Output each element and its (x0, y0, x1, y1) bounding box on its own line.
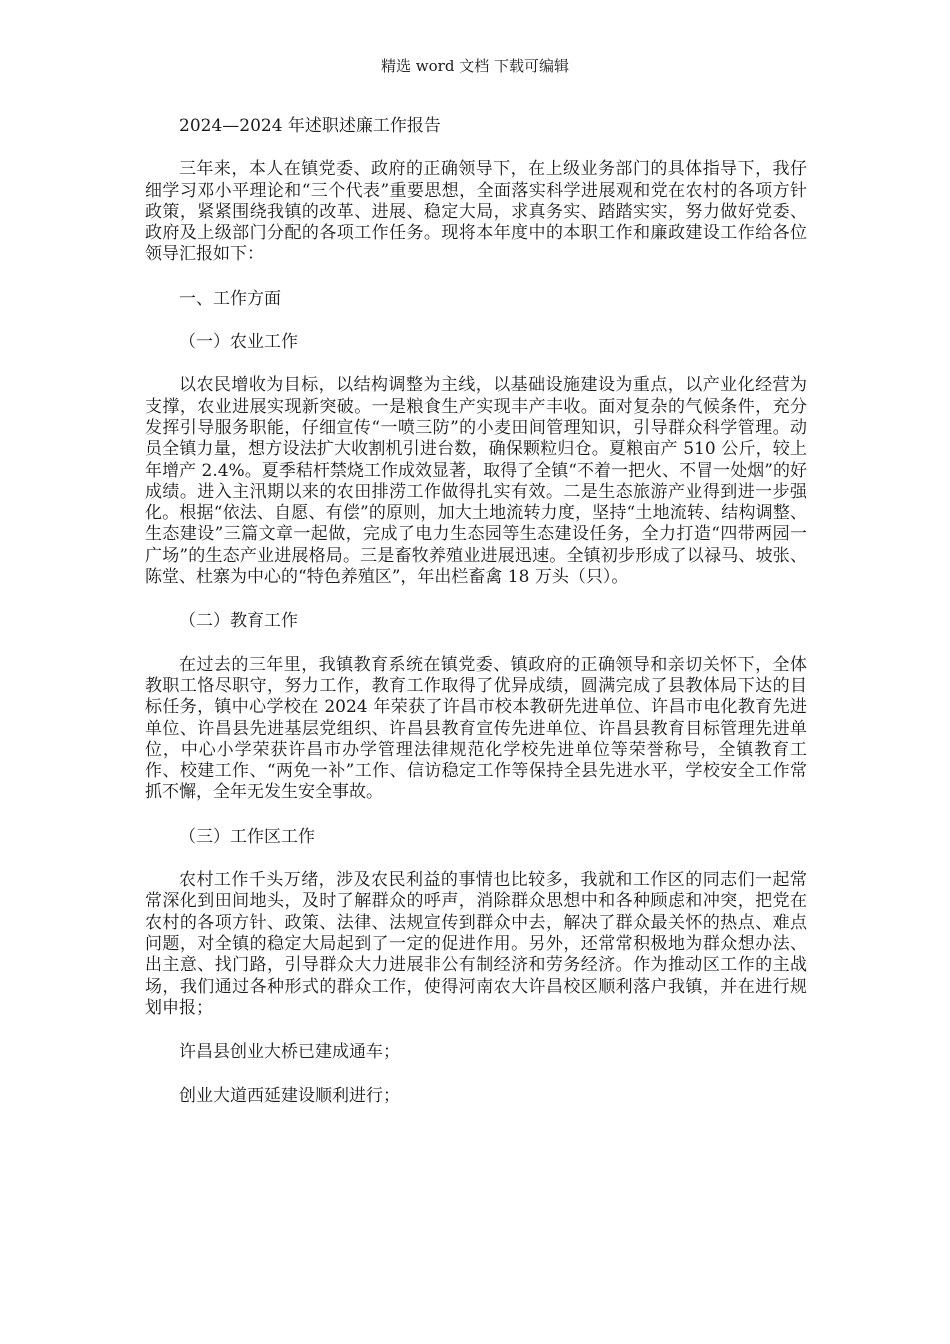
education-paragraph: 在过去的三年里，我镇教育系统在镇党委、镇政府的正确领导和亲切关怀下，全体教职工恪尽职守，努力工作，教育工作取得了优异成绩，圆满完成了县教体局下达的目标任务，镇中心学校在 2024 年荣获了许昌市校本教研先进单位、许昌市电化教育先进单位、许昌县先进基层党组织、许昌县教育宣传先进单位、许昌县教育目标管理先进单位，中心小学荣获许昌市办学管理法律规范化学校先进单位等荣誉称号，全镇教育工作、校建工作、“两免一补”工作、信访稳定工作等保持全县先进水平，学校安全工作常抓不懈，全年无发生安全事故。 (145, 654, 807, 803)
document-body (145, 116, 807, 1131)
list-item-avenue: 创业大道西延建设顺利进行； (179, 1086, 400, 1107)
section-heading-work: 一、工作方面 (179, 288, 281, 309)
list-item-bridge: 许昌县创业大桥已建成通车； (179, 1042, 400, 1063)
work-area-paragraph: 农村工作千头万绪，涉及农民利益的事情也比较多，我就和工作区的同志们一起常常深化到田间地头，及时了解群众的呼声，消除群众思想中和各种顾虑和冲突，把党在农村的各项方针、政策、法律、法规宣传到群众中去，解决了群众最关怀的热点、难点问题，对全镇的稳定大局起到了一定的促进作用。另外，还常常积极地为群众想办法、出主意、找门路，引导群众大力进展非公有制经济和劳务经济。作为推动区工作的主战场，我们通过各种形式的群众工作，使得河南农大许昌校区顺利落户我镇，并在进行规划申报； (145, 870, 807, 1018)
subsection-heading-education: （二）教育工作 (179, 611, 298, 632)
intro-paragraph: 三年来，本人在镇党委、政府的正确领导下，在上级业务部门的具体指导下，我仔细学习邓小平理论和“三个代表”重要思想，全面落实科学进展观和党在农村的各项方针政策，紧紧围绕我镇的改革、进展、稳定大局，求真务实、踏踏实实，努力做好党委、政府及上级部门分配的各项工作任务。现将本年度中的本职工作和廉政建设工作给各位领导汇报如下： (145, 159, 807, 265)
subsection-heading-work-area: （三）工作区工作 (179, 826, 315, 847)
page-header: 精选 word 文档 下载可编辑 (381, 57, 569, 75)
document-title: 2024—2024 年述职述廉工作报告 (179, 116, 441, 136)
subsection-heading-agriculture: （一）农业工作 (179, 332, 298, 353)
agriculture-paragraph: 以农民增收为目标，以结构调整为主线，以基础设施建设为重点，以产业化经营为支撑，农业进展实现新突破。一是粮食生产实现丰产丰收。面对复杂的气候条件，充分发挥引导服务职能，仔细宣传“一喷三防”的小麦田间管理知识，引导群众科学管理。动员全镇力量，想方设法扩大收割机引进台数，确保颗粒归仓。夏粮亩产 510 公斤，较上年增产 2.4%。夏季秸杆禁烧工作成效显著，取得了全镇“不着一把火、不冒一处烟”的好成绩。进入主汛期以来的农田排涝工作做得扎实有效。二是生态旅游产业得到进一步强化。根据“依法、自愿、有偿”的原则，加大土地流转力度，坚持“土地流转、结构调整、生态建设”三篇文章一起做，完成了电力生态园等生态建设任务，全力打造“四带两园一广场”的生态产业进展格局。三是畜牧养殖业进展迅速。全镇初步形成了以禄马、坡张、陈堂、杜寨为中心的“特色养殖区”，年出栏畜禽 18 万头（只）。 (145, 375, 807, 588)
